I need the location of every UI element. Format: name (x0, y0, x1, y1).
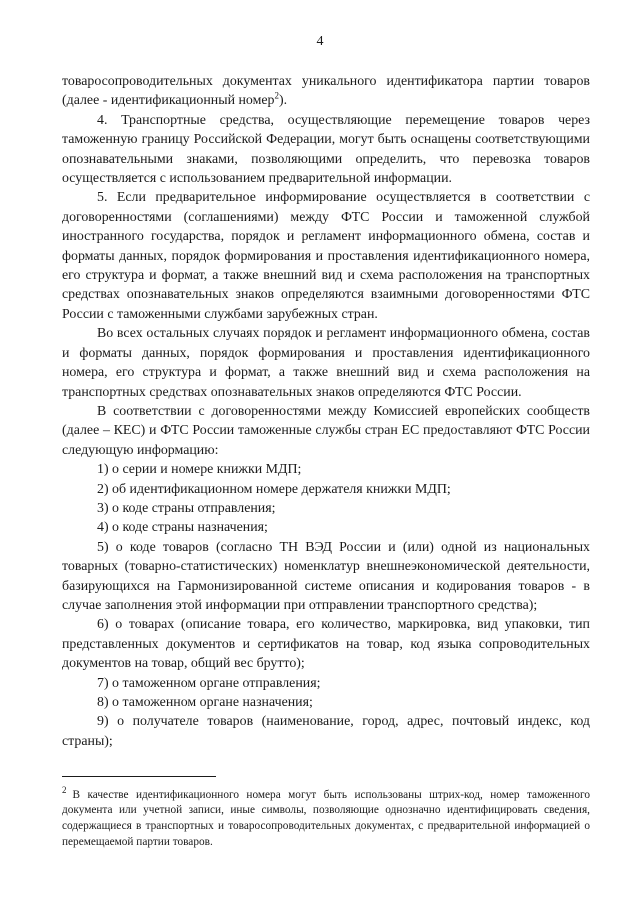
footnote-text: В качестве идентификационного номера могут быть использованы штрих-код, номер таможенного документа или учетной записи, иные символы, позволяющие однозначно идентифицировать сведения, содержащиеся в транспортных и товаросопроводительных документах, с предварительной информацией о перемещаемой партии товаров. (62, 788, 590, 848)
page-number: 4 (316, 34, 324, 49)
list-item: 9) о получателе товаров (наименование, город, адрес, почтовый индекс, код страны); (62, 714, 590, 749)
list-item: 5) о коде товаров (согласно ТН ВЭД России и (или) одной из национальных товарных (товарно-статистических) номенклатур внешнеэкономической деятельности, базирующихся на Гармонизированной системе описания и кодирования товаров - в случае заполнения этой информации при отправлении транспортного средства); (62, 539, 590, 613)
footnote-marker: 2 (62, 785, 67, 795)
footnote-separator (62, 776, 216, 777)
list-item: 8) о таможенном органе назначения; (97, 695, 313, 710)
list-item: 2) об идентификационном номере держателя книжки МДП; (97, 481, 451, 497)
paragraph: 4. Транспортные средства, осуществляющие перемещение товаров через таможенную границу Российской Федерации, могут быть оснащены соответствующими опознавательными знаками, позволяющими определить, что перевозка товаров осуществляется с использованием предварительной информации. (62, 112, 590, 187)
list-item: 3) о коде страны отправления; (97, 500, 276, 516)
paragraph-text-tail: ). (279, 93, 288, 109)
paragraph: 5. Если предварительное информирование осуществляется в соответствии с договоренностями (соглашениями) между ФТС России и таможенной службой иностранного государства, порядок и регламент информационного обмена, состав и форматы данных, порядок формирования и проставления идентификационного номера, его структура и формат, а также внешний вид и схема расположения на транспортных средствах опознавательных знаков определяются взаимными договоренностями ФТС России с таможенными службами зарубежных стран. (62, 190, 590, 322)
paragraph: В соответствии с договоренностями между Комиссией европейских сообществ (далее – КЕС) и ФТС России таможенные службы стран ЕС предоставляют ФТС России следующую информацию: (62, 403, 590, 458)
list-item: 7) о таможенном органе отправления; (97, 675, 321, 691)
paragraph-text: товаросопроводительных документах уникального идентификатора партии товаров (далее - идентификационный номер (62, 74, 590, 109)
footnote (62, 783, 590, 850)
paragraph (62, 72, 590, 111)
body-text (62, 72, 590, 751)
list-item: 1) о серии и номере книжки МДП; (97, 462, 302, 478)
list-item: 6) о товарах (описание товара, его количество, маркировка, вид упаковки, тип представленных документов и сертификатов на товар, код языка сопроводительных документов на товар, общий вес брутто); (62, 617, 590, 672)
paragraph: Во всех остальных случаях порядок и регламент информационного обмена, состав и форматы данных, порядок формирования и проставления идентификационного номера, его структура и формат, а также внешний вид и схема расположения на транспортных средствах опознавательных знаков определяются ФТС России. (62, 326, 590, 400)
list-item: 4) о коде страны назначения; (97, 520, 268, 536)
footnote-reference[interactable]: 2 (274, 90, 279, 101)
